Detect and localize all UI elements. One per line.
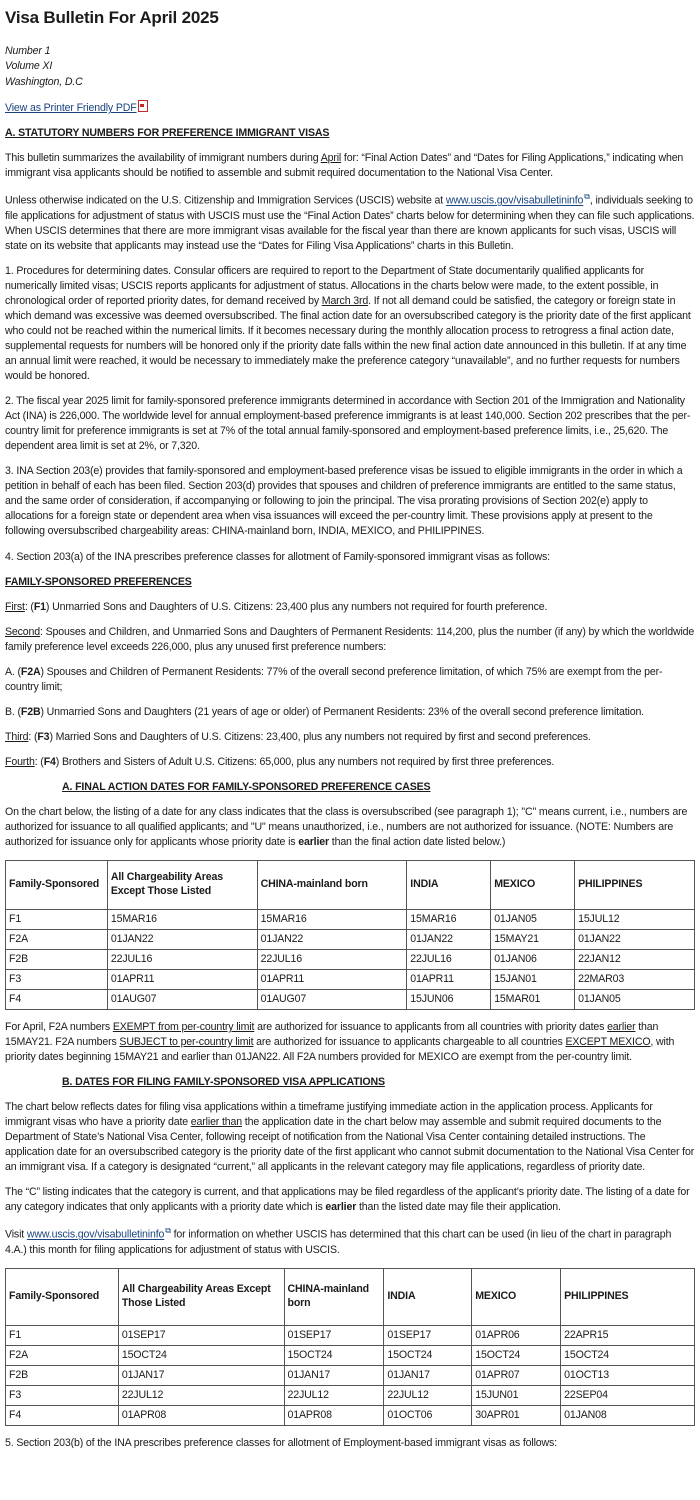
table-cell: 15MAR16 [107,909,257,929]
table-cell: 22MAR03 [575,969,695,989]
filing-desc-earlier: earlier than [190,1116,242,1129]
table-cell: 01APR08 [118,1405,284,1425]
intro-month: April [320,152,342,165]
uscis-link[interactable]: www.uscis.gov/visabulletininfo [26,1228,165,1241]
final-action-table [5,860,695,1010]
table-cell: 01JAN22 [107,929,257,949]
intro-paragraph [5,151,695,181]
c-bold: earlier [325,1201,357,1214]
third-text: Married Sons and Daughters of U.S. Citizens: 23,400, plus any numbers not required by first and second preferences. [52,730,591,743]
table-cell: 01APR08 [284,1405,384,1425]
table-cell: 01JAN17 [384,1365,472,1385]
final-action-description [5,805,695,850]
para1-date: March 3rd [321,295,369,308]
table-row [6,989,695,1009]
paragraph-4: 4. Section 203(a) of the INA prescribes preference classes for allotment of Family-sponsored immigrant visas as follows: [5,550,550,563]
table-cell: 01AUG07 [257,989,407,1009]
table-cell: 22JUL12 [284,1385,384,1405]
table-cell: 01SEP17 [118,1325,284,1345]
column-header: MEXICO [491,860,575,909]
filing-desc-text: The chart below reflects dates for filing visa applications within a timeframe justifying immediate action in the application process. Applicants for immigrant visas who have a priority date [5,1101,653,1129]
table-cell: 01OCT13 [561,1365,695,1385]
second-label: Second [5,625,41,638]
table-cell: F3 [6,969,108,989]
para1-text: 1. Procedures for determining dates. Consular officers are required to report to the Department of State documentarily qualified applicants for numerically limited visas; USCIS reports applicants for adjustment of status. Allocations in the charts below were made, to the extent possible, in chronological order of reported priority dates, for demand received by [5,264,659,308]
meta-volume: Volume XI [5,60,53,73]
table-cell: 22APR15 [561,1325,695,1345]
table-cell: F1 [6,909,108,929]
column-header: PHILIPPINES [561,1268,695,1325]
table-cell: 15MAR01 [491,989,575,1009]
note-text: For April, F2A numbers [5,1020,113,1033]
filing-heading: B. DATES FOR FILING FAMILY-SPONSORED VISA APPLICATIONS [62,1076,385,1089]
c-text: The “C” listing indicates that the category is current, and that applications may be filed regardless of the applicant’s priority date. The listing of a date for any category indicates that only applicants with a priority date which is [5,1186,690,1214]
uscis-paragraph [5,191,695,254]
filing-description [5,1100,695,1175]
c-text-end: than the listed date may file their application. [356,1201,561,1214]
note-subject: SUBJECT to per-country limit [119,1035,254,1048]
column-header: All Chargeability Areas Except Those Listed [107,860,257,909]
table-cell: 15OCT24 [284,1345,384,1365]
family-preferences-heading: FAMILY-SPONSORED PREFERENCES [5,575,192,588]
note-earlier: earlier [607,1020,636,1033]
bulletin-meta [5,44,695,90]
table-cell: 01APR11 [257,969,407,989]
table-cell: 22JUL16 [257,949,407,969]
fourth-text: Brothers and Sisters of Adult U.S. Citizens: 65,000, plus any numbers not required by first three preferences. [59,755,555,768]
visit-text-end: for information on whether USCIS has determined that this chart can be used (in lieu of the chart in paragraph 4.A.) this month for filing applications for adjustment of status with USCIS. [5,1228,672,1256]
table-cell: F2A [6,1345,119,1365]
page-title: Visa Bulletin For April 2025 [5,8,219,27]
pref-fourth: Fourth: (F4) Brothers and Sisters of Adult U.S. Citizens: 65,000, plus any numbers not required by first three preferences. [5,755,555,768]
table-header-row [6,1268,695,1325]
f2a-pre: A. ( [5,665,21,678]
note-except-mexico: EXCEPT MEXICO [565,1035,651,1048]
table-cell: F1 [6,1325,119,1345]
table-cell: 22JUL16 [107,949,257,969]
first-label: First [5,600,25,613]
filing-desc-end: the application date in the chart below may assemble and submit required documents to the Department of State’s National Visa Center, following receipt of notification from the National Visa Center containing detailed instructions. The application date for an oversubscribed category is the priority date of the first applicant who cannot submit documentation to the National Visa Center for an immigrant visa. If a category is designated “current,” all applicants in the relevant category may file applications, regardless of priority date. [5,1116,695,1174]
table-cell: 15JUN06 [407,989,491,1009]
uscis-link[interactable]: www.uscis.gov/visabulletininfo [445,194,584,207]
table-cell: F2A [6,929,108,949]
column-header: Family-Sponsored [6,1268,119,1325]
pref-third: Third: (F3) Married Sons and Daughters of U.S. Citizens: 23,400, plus any numbers not required by first and second preferences. [5,730,591,743]
f2b-code: F2B [20,705,41,718]
table-cell: 01JAN22 [407,929,491,949]
table-cell: F2B [6,1365,119,1385]
note-text: , with priority dates beginning 15MAY21 and earlier than 01JAN22. All F2A numbers provided for MEXICO are exempt from the per-country limit. [5,1035,675,1064]
table-cell: 01JAN17 [118,1365,284,1385]
column-header: INDIA [407,860,491,909]
f2b-pre: B. ( [5,705,21,718]
f2b-text: ) Unmarried Sons and Daughters (21 years of age or older) of Permanent Residents: 23% of the overall second preference limitation. [40,705,644,718]
pref-f2b [5,705,695,720]
meta-number: Number 1 [5,45,51,58]
table-cell: 15OCT24 [561,1345,695,1365]
column-header: INDIA [384,1268,472,1325]
table-cell: 22JAN12 [575,949,695,969]
table-row [6,909,695,929]
filing-dates-table [5,1268,695,1426]
table-row [6,1365,695,1385]
table-cell: 01AUG07 [107,989,257,1009]
column-header: PHILIPPINES [575,860,695,909]
table-cell: 22JUL12 [384,1385,472,1405]
f2a-code: F2A [20,665,41,678]
table-cell: 15JAN01 [491,969,575,989]
table-cell: 01JAN08 [561,1405,695,1425]
table-cell: 01JAN17 [284,1365,384,1385]
cutoff-paragraph-5: 5. Section 203(b) of the INA prescribes preference classes for allotment of Employment-based immigrant visas as follows: [5,1436,557,1448]
external-link-icon: ⧉ [165,1226,171,1236]
section-a-heading: A. STATUTORY NUMBERS FOR PREFERENCE IMMIGRANT VISAS [5,127,330,140]
f3-code: F3 [37,730,50,743]
column-header: CHINA-mainland born [284,1268,384,1325]
table-cell: 22JUL16 [407,949,491,969]
table-cell: 30APR01 [472,1405,561,1425]
intro-text-end: for: “Final Action Dates” and “Dates for Filing Applications,” indicating when immigrant visa applicants should be notified to assemble and submit required documentation to the National Visa Center. [5,152,684,180]
column-header: MEXICO [472,1268,561,1325]
table-cell: F3 [6,1385,119,1405]
final-action-heading: A. FINAL ACTION DATES FOR FAMILY-SPONSORED PREFERENCE CASES [62,780,431,793]
para1-text-end: . If not all demand could be satisfied, the category or foreign state in which demand was excessive was deemed oversubscribed. The final action date for an oversubscribed category is the priority date of the first applicant who could not be reached within the numerical limits. If it becomes necessary during the monthly allocation process to retrogress a final action date, supplemental requests for numbers will be honored only if the priority date falls within the new final action date announced in this bulletin. If at any time an annual limit were reached, it would be necessary to immediately make the preference category “unavailable”, and no further requests for numbers would be honored. [5,295,691,383]
table-cell: 01APR11 [107,969,257,989]
table-header-row [6,860,695,909]
table-cell: 15OCT24 [118,1345,284,1365]
table-cell: 15OCT24 [472,1345,561,1365]
pref-second [5,625,695,655]
table-cell: 01SEP17 [284,1325,384,1345]
table-cell: 22JUL12 [118,1385,284,1405]
note-exempt: EXEMPT from per-country limit [112,1020,255,1033]
table-cell: F4 [6,989,108,1009]
note-text: are authorized for issuance to applicants from all countries with priority dates [254,1020,608,1033]
fa-desc-text: On the chart below, the listing of a date for any class indicates that the class is oversubscribed (see paragraph 1); "C" means current, i.e., numbers are authorized for issuance to all qualified applicants; and "U" means unauthorized, i.e., numbers are not authorized for issuance. (NOTE: Numbers are authorized for issuance only for applicants whose priority date is [5,805,688,848]
printer-link-line [5,100,695,116]
paragraph-1 [5,264,695,384]
fa-desc-bold: earlier [298,835,329,848]
table-cell: 15OCT24 [384,1345,472,1365]
fa-desc-end: than the final action date listed below.) [328,835,506,848]
c-listing-paragraph [5,1185,695,1215]
table-cell: 15MAR16 [407,909,491,929]
table-cell: 15MAR16 [257,909,407,929]
table-cell: 15JUL12 [575,909,695,929]
table-row [6,1385,695,1405]
fourth-label: Fourth [5,755,35,768]
visit-text: Visit [5,1228,27,1241]
table-cell: 01JAN06 [491,949,575,969]
table-cell: 01SEP17 [384,1325,472,1345]
intro-text: This bulletin summarizes the availability of immigrant numbers during [5,152,321,165]
table-cell: F2B [6,949,108,969]
table-row [6,1405,695,1425]
table-cell: 01JAN22 [257,929,407,949]
table-cell: 22SEP04 [561,1385,695,1405]
column-header: CHINA-mainland born [257,860,407,909]
visit-paragraph [5,1225,695,1258]
pdf-icon [138,100,148,112]
column-header: Family-Sponsored [6,860,108,909]
f1-code: F1 [33,600,46,613]
table-cell: 01APR07 [472,1365,561,1385]
table-row [6,949,695,969]
table-row [6,1345,695,1365]
table-cell: 01OCT06 [384,1405,472,1425]
table-cell: 15MAY21 [491,929,575,949]
external-link-icon: ⧉ [584,192,590,202]
pref-f2a [5,665,695,695]
printer-friendly-link[interactable]: View as Printer Friendly PDF [5,102,137,115]
f4-code: F4 [43,755,56,768]
table-cell: 15JUN01 [472,1385,561,1405]
first-text: Unmarried Sons and Daughters of U.S. Citizens: 23,400 plus any numbers not required for fourth preference. [49,600,548,613]
uscis-text: Unless otherwise indicated on the U.S. Citizenship and Immigration Services (USCIS) website at [5,194,446,207]
pref-first: First: (F1) Unmarried Sons and Daughters of U.S. Citizens: 23,400 plus any numbers not required for fourth preference. [5,600,548,613]
table-cell: 01APR11 [407,969,491,989]
f2a-text: ) Spouses and Children of Permanent Residents: 77% of the overall second preference limitation, of which 75% are exempt from the per-country limit; [5,665,663,693]
table-cell: 01JAN05 [491,909,575,929]
second-text: : Spouses and Children, and Unmarried Sons and Daughters of Permanent Residents: 114,200, plus the number (if any) by which the worldwide family preference level exceeds 226,000, plus any unused first preference numbers: [5,625,695,653]
f2a-note [5,1020,695,1065]
note-text: than 15MAY21. F2A numbers [5,1020,659,1048]
column-header: All Chargeability Areas Except Those Listed [118,1268,284,1325]
table-cell: 01JAN05 [575,989,695,1009]
table-cell: F4 [6,1405,119,1425]
paragraph-3: 3. INA Section 203(e) provides that family-sponsored and employment-based preference visas be issued to eligible immigrants in the order in which a petition in behalf of each has been filed. Section 203(d) provides that spouses and children of preference immigrants are entitled to the same status, and the same order of consideration, if accompanying or following to join the principal. The visa prorating provisions of Section 202(e) apply to allocations for a foreign state or dependent area when visa issuances will exceed the per-country limit. These provisions apply at present to the following oversubscribed chargeability areas: CHINA-mainland born, INDIA, MEXICO, and PHILIPPINES. [5,465,683,538]
uscis-text-end: , individuals seeking to file applications for adjustment of status with USCIS must use the “Final Action Dates” charts below for determining when they can file such applications. When USCIS determines that there are more immigrant visas available for the fiscal year than there are known applicants for such visas, USCIS will state on its website that applicants may instead use the “Dates for Filing Visa Applications” charts in this Bulletin. [5,194,695,252]
table-row [6,969,695,989]
paragraph-2: 2. The fiscal year 2025 limit for family-sponsored preference immigrants determined in accordance with Section 201 of the Immigration and Nationality Act (INA) is 226,000. The worldwide level for annual employment-based preference immigrants is at least 140,000. Section 202 prescribes that the per-country limit for preference immigrants is set at 7% of the total annual family-sponsored and employment-based preference limits, i.e., 25,620. The dependent area limit is set at 2%, or 7,320. [5,395,691,453]
table-cell: 01APR06 [472,1325,561,1345]
meta-location: Washington, D.C [5,75,83,88]
note-text: are authorized for issuance to applicants chargeable to all countries [253,1035,566,1048]
third-label: Third [5,730,29,743]
table-row [6,1325,695,1345]
table-cell: 01JAN22 [575,929,695,949]
table-row [6,929,695,949]
